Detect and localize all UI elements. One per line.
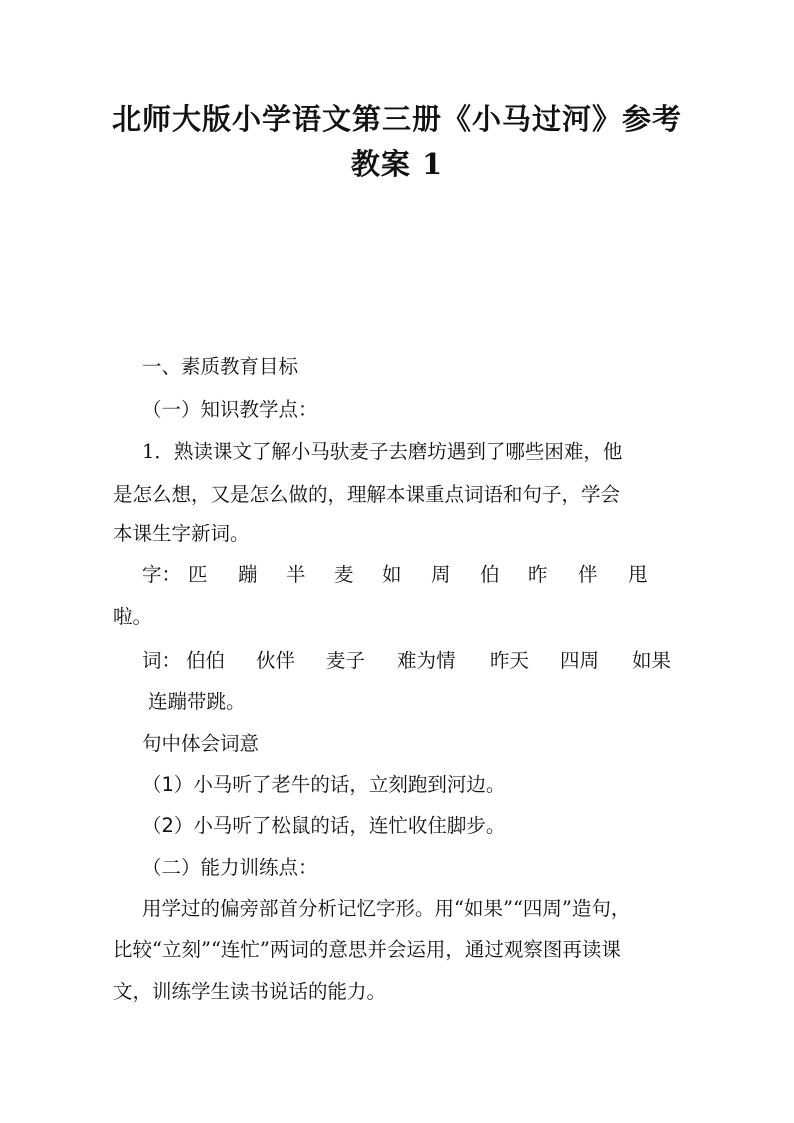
word-list-label: 词： [142,649,182,672]
word-item: 昨天 [490,649,530,672]
paragraph-line: 文，训练学生读书说话的能力。 [113,980,387,1003]
word-item: 伯伯 [186,649,226,672]
word-item: 伙伴 [256,649,296,672]
character-item: 麦 [334,563,354,586]
word-item: 如果 [632,649,672,672]
word-item: 难为情 [397,649,456,672]
subsection-heading-ability: （二）能力训练点： [142,856,318,879]
character-list-label: 字： [142,563,182,586]
paragraph-line: 用学过的偏旁部首分析记忆字形。用“如果”“四周”造句， [142,897,631,920]
paragraph-line: 是怎么想，又是怎么做的，理解本课重点词语和句子，学会 [113,483,621,506]
example-sentence: （2）小马听了松鼠的话，连忙收住脚步。 [142,814,506,837]
character-item: 匹 [188,563,208,586]
character-list-tail: 啦。 [113,605,153,628]
character-item: 如 [382,563,402,586]
title-line-2: 教案 1 [350,147,444,181]
character-item: 伯 [480,563,500,586]
character-item: 半 [286,563,306,586]
character-item: 伴 [578,563,598,586]
paragraph-line: 1．熟读课文了解小马驮麦子去磨坊遇到了哪些困难，他 [142,440,623,463]
character-item: 周 [431,563,451,586]
character-item: 甩 [628,563,648,586]
paragraph-line: 比较“立刻”“连忙”两词的意思并会运用，通过观察图再读课 [113,938,621,961]
character-item: 蹦 [238,563,258,586]
subsection-heading-knowledge: （一）知识教学点： [142,398,318,421]
word-list [142,648,782,676]
sentence-heading: 句中体会词意 [142,732,260,755]
word-list-tail: 连蹦带跳。 [148,690,246,713]
section-heading: 一、素质教育目标 [142,355,299,378]
title-line-1: 北师大版小学语文第三册《小马过河》参考 [111,102,682,136]
example-sentence: （1）小马听了老牛的话，立刻跑到河边。 [142,773,506,796]
word-item: 麦子 [326,649,366,672]
word-item: 四周 [560,649,600,672]
character-item: 昨 [528,563,548,586]
character-list [142,562,782,590]
paragraph-line: 本课生字新词。 [113,522,250,545]
